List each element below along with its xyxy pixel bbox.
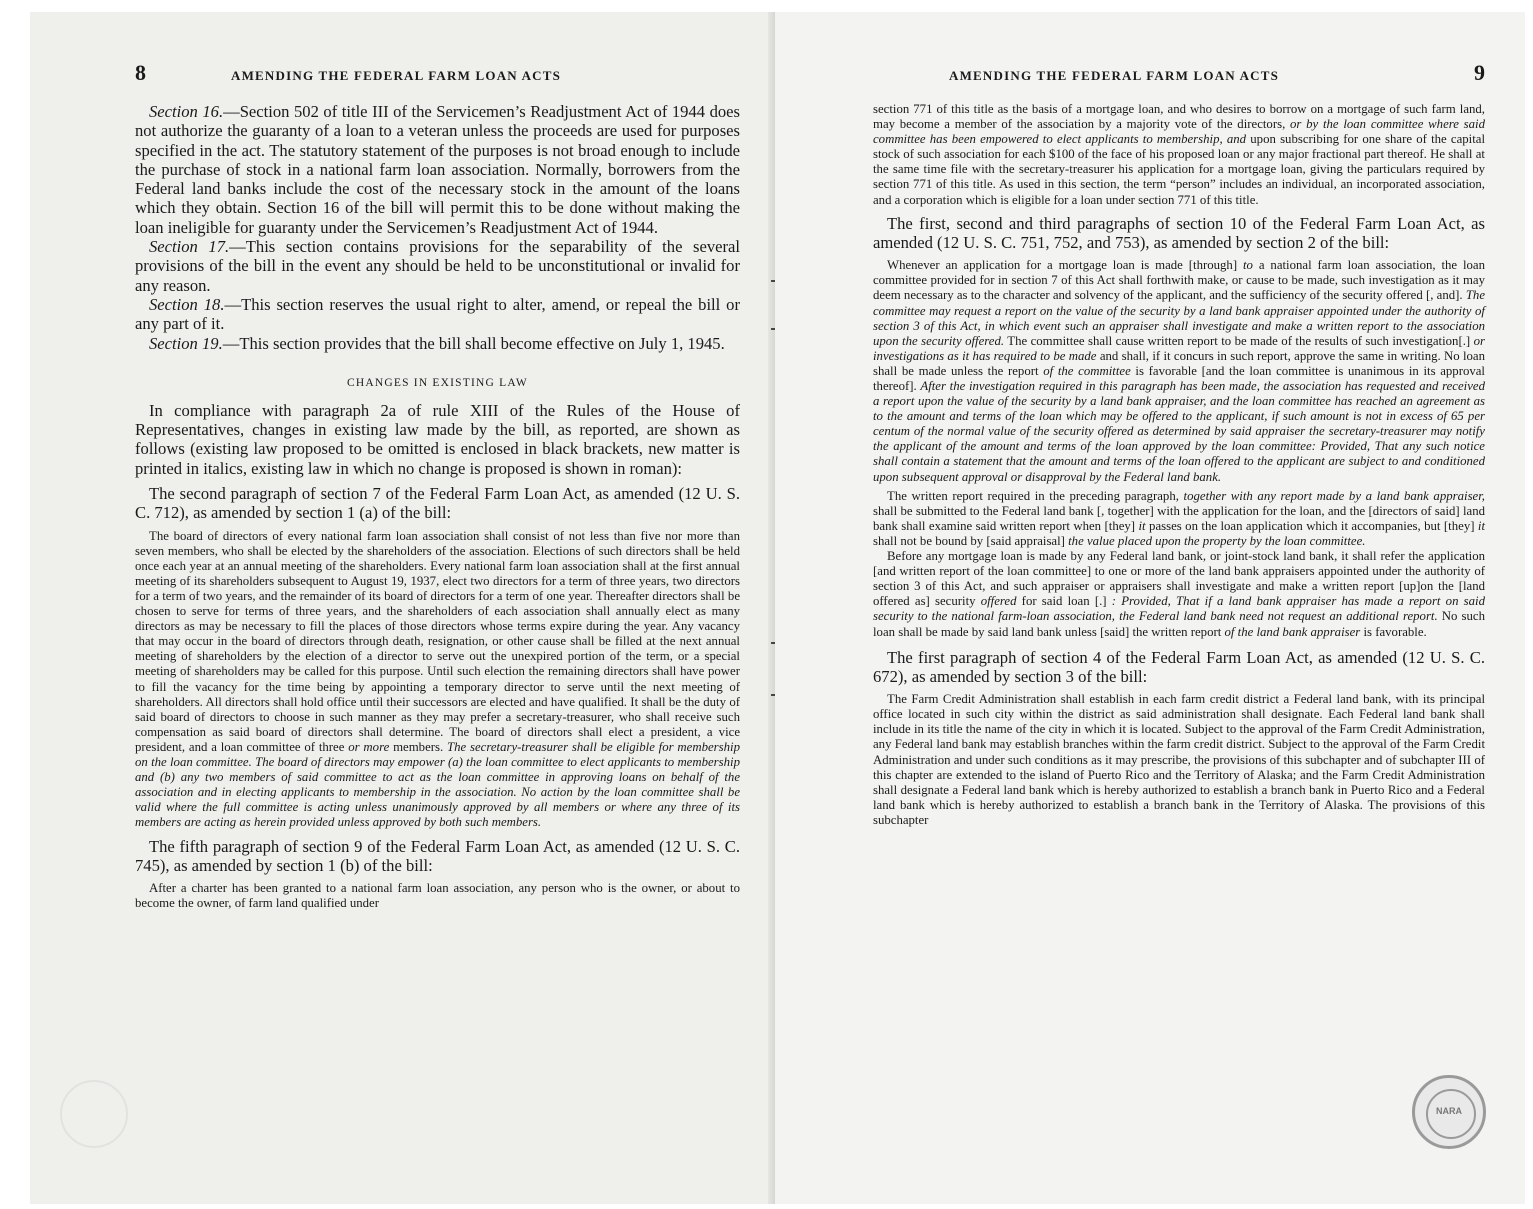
run-italic: The committee may request a report on the value of the security by a land bank appraiser appointed under the authority of section 3 of this Act, in which event such an appraiser shall investigate and make a written report to the association upon the security offered. [873, 288, 1486, 348]
run-italic: to [1237, 258, 1253, 273]
quote-section-4: The Farm Credit Administration shall establish in each farm credit district a Federal land bank, with its principal office located in such city within the district as said administration shall designate. Each Federal land bank shall include in its title the name of the city in which it is located. Subject to the approval of the Farm Credit Administration, any Federal land bank may establish branches within the farm credit district. Subject to the approval of the Farm Credit Administration and under such conditions as it may prescribe, the provisions of this subchapter and of subchapter III of this chapter are extended to the island of Puerto Rico and the Territory of Alaska; and the Farm Credit Administration shall designate a Federal land bank which is hereby authorized to establish a branch bank in Puerto Rico and a Federal land bank which is hereby authorized to establish a branch bank in the Territory of Alaska. The provisions of this subchapter [873, 692, 1485, 827]
continued-quote [873, 102, 1485, 208]
run-roman: is favorable. [1360, 624, 1427, 639]
run-roman: shall be submitted to the Federal land bank [873, 503, 1097, 518]
run-italic: of the land bank appraiser [1224, 624, 1361, 639]
run-roman: passes on the loan application which it accompanies, but [1145, 518, 1444, 533]
run-italic: of the committee [1043, 363, 1131, 378]
running-head-title-right: AMENDING THE FEDERAL FARM LOAN ACTS [949, 68, 1280, 83]
run-roman: The written report required in the preceding paragraph, [887, 488, 1184, 503]
faint-stamp-mark [60, 1080, 128, 1148]
quote-italic: or by the loan committee where said committee has been empowered to elect applicants to membership, and [873, 117, 1486, 147]
run-roman: on the [1420, 579, 1459, 594]
run-roman: and shall, if it concurs in such report, approve the same in writing. No loan shall be made unless the report [873, 348, 1486, 378]
left-column [135, 12, 740, 915]
run-roman: [.] [1458, 333, 1471, 348]
run-roman: [they] [1443, 518, 1475, 533]
section-19-paragraph [135, 334, 740, 353]
run-roman: [through] [1188, 258, 1238, 273]
right-page [775, 12, 1525, 1204]
run-roman: with the application for the loan, and the [1153, 503, 1369, 518]
heading-section-10: The first, second and third paragraphs of section 10 of the Federal Farm Loan Act, as amended (12 U. S. C. 751, 752, and 753), as amended by section 2 of the bill: [873, 213, 1485, 252]
run-roman: [and the loan committee is unanimous in its approval thereof] [873, 363, 1485, 393]
quote-text: upon subscribing for one share of the capital stock of such association for each $100 of the face of his proposed loan or any major fractional part thereof. He shall at the same time file with the secretary-treasurer his application for a mortgage loan, giving the particulars required by section 771 of this title. As used in this section, the term “person” includes an individual, an incorporated association, and a corporation which is eligible for a loan under section 771 of this title. [873, 132, 1486, 207]
run-italic: or investigations as it has required to be made [873, 333, 1486, 363]
heading-section-9: The fifth paragraph of section 9 of the Federal Farm Loan Act, as amended (12 U. S. C. 745), as amended by section 1 (b) of the bill: [135, 836, 740, 875]
page-number-right: 9 [1474, 60, 1485, 85]
quote-text: members. [393, 739, 444, 754]
run-roman: [said] [1100, 624, 1130, 639]
quote-text: The board of directors of every national farm loan association shall consist of not less than five nor more than seven members, who shall be elected by the shareholders of the association. Elections of such directors shall be held once each year at an annual meeting of the shareholders. Every national farm loan association shall at the first annual meeting of its shareholders subsequent to August 19, 1937, elect two directors for a term of three years, two directors for a term of two years, and the remainder of its board of directors for a term of one year. Thereafter directors shall be chosen to serve for terms of three years, and the shareholders of each association shall annually elect as many directors as may be necessary to fill the places of those directors whose terms expire during the year. Any vacancy that may occur in the board of directors through death, resignation, or other cause shall be filled at the next annual meeting of shareholders by the election of a director to serve out the unexpired portion of the term, or a special meeting of shareholders may be called for this purpose. Until such election the remaining directors shall have power to fill the vacancy for the time being by appointing a temporary director to serve until the next meeting of shareholders. All directors shall hold office until their successors are elected and have qualified. It shall be the duty of said board of directors to choose in such manner as they may prefer a secretary-treasurer, who shall receive such compensation as said board of directors shall determine. The board of directors shall elect a president, a vice president, and a loan committee of three [135, 528, 740, 754]
section-label: Section 18. [149, 294, 225, 314]
left-page [30, 12, 775, 1204]
quote-section-10-p3 [873, 549, 1485, 640]
run-roman: shall not be bound by [873, 533, 987, 548]
quote-section-7 [135, 529, 740, 831]
run-roman: [up] [1399, 579, 1421, 594]
book-spread [30, 12, 1525, 1204]
run-roman: to one or more of the land bank appraisers appointed under the authority of section 3 of this Act, and such appraiser or appraisers shall investigate and make a written report [873, 564, 1486, 594]
run-italic: : Provided, That if a land bank appraiser has made a report on said security to the national farm-loan association, the Federal land bank need not request an additional report. [873, 594, 1485, 624]
run-roman: No such loan shall be made by said land bank unless [873, 609, 1486, 639]
heading-section-4: The first paragraph of section 4 of the Federal Farm Loan Act, as amended (12 U. S. C. 672), as amended by section 3 of the bill: [873, 647, 1485, 686]
changes-heading: CHANGES IN EXISTING LAW [347, 376, 528, 389]
quote-text: section 771 of this title as the basis of a mortgage loan, and who desires to borrow on a mortgage of such farm land, may become a member of the association by a majority vote of the directors, [873, 102, 1485, 132]
run-roman: land bank shall examine said written report when [873, 503, 1485, 533]
run-roman: for said loan [1016, 594, 1095, 609]
quote-italic: The secretary-treasurer shall be eligible for membership on the loan committee. The board of directors may empower (a) the loan committee to elect applicants to membership and (b) any two members of said committee to act as the loan committee in approving loans on behalf of the association and in electing applicants to membership in the association. No action by the loan committee shall be valid where the full committee is acting unless unanimously approved by all members or where any three of its members are acting as herein provided unless approved by both such members. [135, 739, 740, 830]
quote-section-10-p1 [873, 258, 1485, 484]
run-roman: . [913, 379, 921, 393]
run-roman: [said appraisal] [986, 533, 1065, 548]
run-italic: together with any report made by a land bank appraiser, [1183, 488, 1485, 503]
run-roman: a national farm loan association, the loan committee provided for in section 7 of this Act shall forthwith make, or cause to be made, such investigation as it may deem necessary as to the character and solvency of the applicant, and the sufficiency of the security offered [873, 258, 1486, 303]
quote-section-10-p2 [873, 489, 1485, 549]
section-18-paragraph [135, 295, 740, 334]
run-roman: [.] [1094, 594, 1107, 609]
page-number-left: 8 [135, 60, 146, 85]
archive-stamp [1412, 1075, 1486, 1149]
run-italic: offered [980, 594, 1017, 609]
run-roman: Whenever an application for a mortgage loan is made [887, 258, 1189, 273]
run-roman: [, and] [1425, 288, 1460, 303]
section-text: —This section reserves the usual right to alter, amend, or repeal the bill or any part of it. [135, 294, 740, 334]
section-label: Section 17. [149, 237, 230, 257]
running-head-right [873, 60, 1485, 102]
run-italic: After the investigation required in this paragraph has been made, the association has requested and received a report upon the value of the security by a land bank appraiser, and the loan committee has reached an agreement as to the amount and terms of the loan which may be offered to the applicant, if such amount is not in excess of 65 per centum of the normal value of the security offered as determined by said appraiser the secretary-treasurer may notify the applicant of the amount and terms of the loan approved by the loan committee: Provided, That any such notice shall contain a statement that the amount and terms of the loan offered to the applicant are subject to and conditioned upon subsequent approval or disapproval by the Federal land bank. [873, 379, 1485, 484]
section-label: Section 19. [149, 333, 223, 353]
quote-section-9: After a charter has been granted to a national farm loan association, any person who is the owner, or about to become the owner, of farm land qualified under [135, 881, 740, 911]
section-16-paragraph [135, 102, 740, 237]
run-roman: is favorable [1130, 363, 1202, 378]
section-label: Section 16. [149, 102, 224, 121]
right-column [873, 12, 1485, 832]
running-head-title-left: AMENDING THE FEDERAL FARM LOAN ACTS [231, 68, 562, 83]
run-roman: . [1459, 288, 1466, 303]
section-17-paragraph [135, 237, 740, 295]
stamp-label: NARA [1436, 1106, 1462, 1116]
heading-section-7: The second paragraph of section 7 of the Federal Farm Loan Act, as amended (12 U. S. C. 712), as amended by section 1 (a) of the bill: [135, 484, 740, 523]
run-italic: the value placed upon the property by the loan committee. [1064, 533, 1366, 548]
section-text: —Section 502 of title III of the Servicemen’s Readjustment Act of 1944 does not authorize the guaranty of a loan to a veteran unless the proceeds are used for purposes specified in the act. The statutory statement of the purposes is not broad enough to include the purchase of stock in a national farm loan association. Normally, borrowers from the Federal land banks include the cost of the necessary stock in the amount of the loans which they obtain. Section 16 of the bill will permit this to be done without making the loan ineligible for guaranty under the Servicemen’s Readjustment Act of 1944. [135, 102, 741, 237]
run-roman: the written report [1129, 624, 1225, 639]
run-roman: [and written report of the loan committee] [873, 564, 1092, 579]
quote-italic: or more [348, 739, 390, 754]
run-roman: [directors of said] [1368, 503, 1460, 518]
run-roman: [they] [1104, 518, 1136, 533]
section-text: —This section contains provisions for the separability of the several provisions of the bill in the event any should be held to be unconstitutional or invalid for any reason. [135, 237, 741, 295]
run-roman: security [929, 594, 981, 609]
section-text: —This section provides that the bill shall become effective on July 1, 1945. [222, 333, 725, 353]
run-italic: it [1135, 518, 1146, 533]
run-roman: [land offered as] [873, 579, 1485, 609]
run-roman: The committee shall cause written report to be made of the results of such investigation [1004, 333, 1459, 348]
intro-paragraph: In compliance with paragraph 2a of rule XIII of the Rules of the House of Representatives, changes in existing law made by the bill, as reported, are shown as follows (existing law proposed to be omitted is enclosed in black brackets, new matter is printed in italics, existing law in which no change is proposed is shown in roman): [135, 400, 740, 478]
run-roman: Before any mortgage loan is made by any Federal land bank, or joint-stock land bank, it shall refer the application [887, 549, 1485, 564]
run-italic: it [1474, 518, 1486, 533]
run-roman: [, together] [1096, 503, 1154, 518]
running-head-left [135, 60, 740, 102]
